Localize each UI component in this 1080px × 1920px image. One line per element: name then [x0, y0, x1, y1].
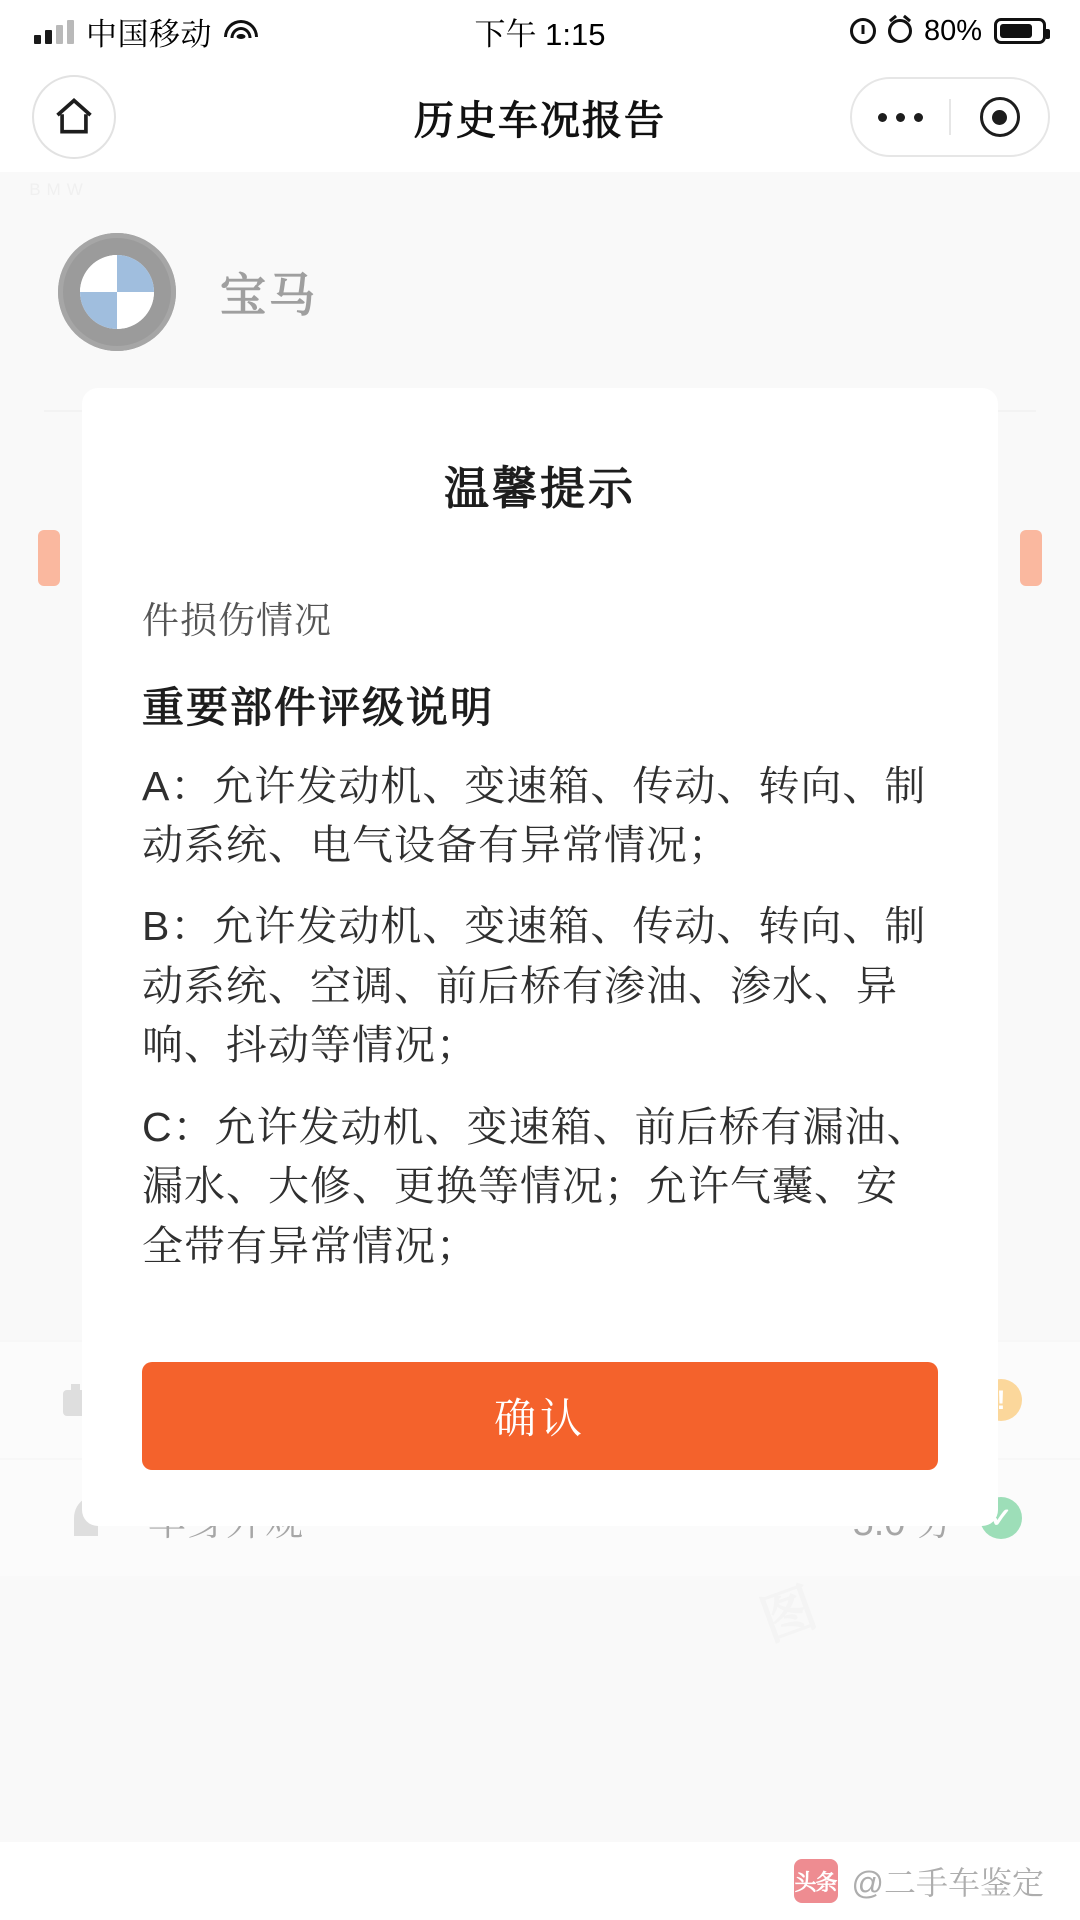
confirm-button[interactable]: 确认 [142, 1362, 938, 1470]
close-miniprogram-button[interactable] [951, 97, 1048, 137]
target-circle-icon [980, 97, 1020, 137]
screen-lock-icon [850, 18, 876, 44]
battery-percent-label: 80% [923, 14, 982, 47]
status-bar-time: 下午 1:15 [474, 16, 606, 52]
modal-paragraph-c: C：允许发动机、变速箱、前后桥有漏油、漏水、大修、更换等情况；允许气囊、安全带有异常情况； [142, 1103, 929, 1269]
more-dots-icon [878, 113, 923, 122]
carrier-label: 中国移动 [86, 16, 212, 52]
modal-paragraph-a: A：允许发动机、变速箱、传动、转向、制动系统、电气设备有异常情况； [142, 762, 927, 868]
modal-body [82, 517, 998, 1276]
page-title: 历史车况报告 [414, 98, 666, 143]
modal-paragraph-b: B：允许发动机、变速箱、传动、转向、制动系统、空调、前后桥有渗油、渗水、异响、抖动等情况； [142, 903, 927, 1069]
more-menu-button[interactable] [852, 113, 949, 122]
wechat-capsule [850, 77, 1050, 157]
status-bar [0, 0, 1080, 62]
modal-lead-text: 件损伤情况 [142, 600, 332, 641]
modal-subtitle: 重要部件评级说明 [142, 683, 495, 731]
battery-icon [994, 18, 1046, 44]
alarm-icon [888, 19, 912, 43]
tips-modal [82, 388, 998, 1526]
modal-title: 温馨提示 [443, 463, 636, 514]
navigation-bar [0, 62, 1080, 172]
